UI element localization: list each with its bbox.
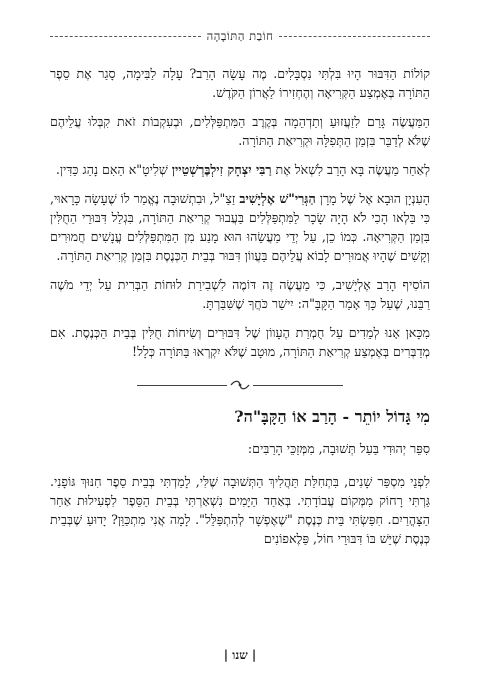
rabbi-name: רַבִּי יִצְחָק זִילְבֶּרְשְׁטֵיין — [171, 162, 272, 177]
running-title: חוֹבַת הַתּוֹבָהָה — [206, 29, 274, 43]
paragraph-6: מִכָּאן אָנוּ לְמֵדִים עַל חֻמְרַת הֶעָווֹן שֶׁל דִּבּוּרִים וְשִׂיחוֹת חֻלִּין בְּבֵית הַכְּנֶסֶת. אִם מְדַבְּרִים בְּאֶמְצַע קְרִיאַת הַתּוֹרָה, מוּטָב שֶׁלֹּא יִקְרְאוּ בַּתּוֹרָה כְּלָל! — [50, 325, 430, 359]
section-intro: סִפֵּר יְהוּדִי בַּעַל תְּשׁוּבָה, מִמְּזַכֵּי הָרַבִּים: — [247, 441, 430, 456]
paragraph-3-pre: לְאַחַר מַעֲשֶׂה בָּא הָרַב לִשְׁאֹל אֶת — [271, 162, 430, 177]
page-number: | שנו | — [223, 648, 257, 662]
flourish-icon — [229, 379, 251, 391]
rabbi-name: הַגְּרִי"שׁ אֶלְיָשִׁיב — [239, 191, 316, 206]
paragraph-1: קוֹלוֹת הַדִּבּוּר הָיוּ בִּלְתִּי נִסְבָּלִים. מֶה עָשָׂה הָרַב? עָלָה לַבִּימָה, סָגַר אֶת סֵפֶר הַתּוֹרָה בְּאֶמְצַע הַקְּרִיאָה וְהֶחְזִירוֹ לַאֲרוֹן הַקֹּדֶשׁ. — [50, 66, 430, 100]
divider-line — [137, 385, 227, 386]
header-rule-left — [50, 36, 201, 37]
section-body: לִפְנֵי מִסְפַּר שָׁנִים, בִּתְחִלַּת תַּהֲלִיךְ הַתְּשׁוּבָה שֶׁלִּי, לָמַדְתִּי בְּבֵית סֵפֶר חִנּוּךְ גּוֹפָנִי. גַּרְתִּי רָחוֹק מִמְּקוֹם עֲבוֹדָתִי. בְּאַחַד הַיָּמִים נִשְׁאַרְתִּי בְּבֵית הַסֵּפֶר לִפְעִילוּת אַחַר הַצָּהֳרַיִם. חִפַּשְׂתִּי בֵּית כְּנֶסֶת "שֶׁאֶפְשָׁר לְהִתְפַּלֵּל". לָמָה אֲנִי מִתְכַּוֵּן? יָדוּעַ שֶׁבְּבֵית כְּנֶסֶת שֶׁיֵּשׁ בּוֹ דִּבּוּרֵי חוֹל, פַּלֶאפוֹנִים — [50, 474, 430, 546]
section-title: מִי גָּדוֹל יוֹתֵר - הָרַב אוֹ הַקָּבָּ"ה? — [234, 407, 430, 426]
running-header — [50, 26, 430, 46]
section-divider — [50, 379, 430, 391]
header-rule-right — [279, 36, 430, 37]
paragraph-2: הַמַּעֲשֶׂה גָּרַם לִזַעֲזוּעַ וְתַדְהֵמָה בְּקֶרֶב הַמִּתְפַּלְּלִים, וּבְעִקְבוֹת זֹאת קִבְּלוּ עֲלֵיהֶם שֶׁלֹּא לְדַבֵּר בִּזְמַן הַתְּפִלָּה וּקְרִיאַת הַתּוֹרָה. — [50, 114, 430, 148]
paragraph-3-post: שְׁלִיטָ"א הַאִם נָהַג כַּדִּין. — [55, 162, 172, 177]
paragraph-4 — [50, 189, 430, 265]
paragraph-3 — [50, 160, 430, 179]
paragraph-5: הוֹסִיף הָרַב אֶלְיָשִׁיב, כִּי מַעֲשֶׂה זֶה דּוֹמֶה לִשְׁבִירַת לוּחוֹת הַבְּרִית עַל יְדֵי מֹשֶׁה רַבֵּנוּ, שֶׁעַל כָּךְ אָמַר הַקָּבָּ"ה: יִישַׁר כֹּחֲךָ שֶׁשִּׁבַּרְתָּ. — [50, 277, 430, 311]
paragraph-4-pre: הָעִנְיָן הוּבָא אֶל שֶׁל מָרָן — [315, 191, 430, 206]
divider-line — [253, 385, 343, 386]
paragraph-4-post: זַצַ"ל, וּבִתְשׁוּבָה נֶאֱמַר לוֹ שֶׁעָשָׂה כָּרָאוּי, כִּי בַּלְאו הָכִי לֹא הָיָה שָׂכָר לַמִּתְפַּלְּלִים בַּעֲבוּר קְרִיאַת הַתּוֹרָה, בִּגְלַל דִּבּוּרֵי הַחֻלִּין בִּזְמַן הַקְּרִיאָה. כְּמוֹ כֵן, עַל יְדֵי מַעֲשֵׂהוּ הוּא מָנַע מִן הַמִּתְפַּלְּלִים עֳנָשִׁים חֲמוּרִים וְקָשִׁים שֶׁהָיוּ אֲמוּרִים לָבוֹא עֲלֵיהֶם בַּעֲווֹן דִּבּוּר בְּבֵית הַכְּנֶסֶת בִּזְמַן קְרִיאַת הַתּוֹרָה. — [50, 191, 430, 263]
